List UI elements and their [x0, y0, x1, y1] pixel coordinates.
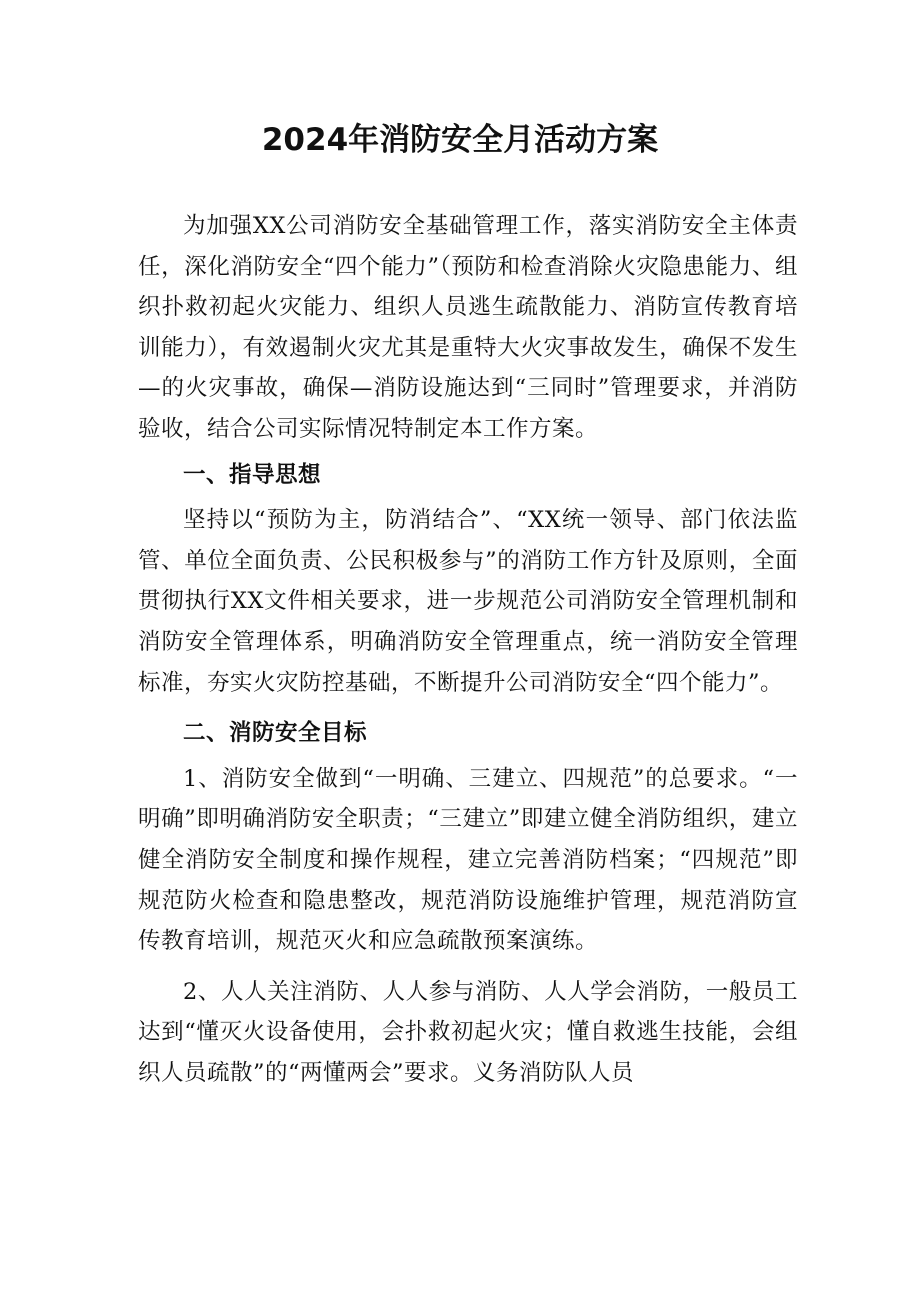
safety-goal-item-1: 1、消防安全做到“一明确、三建立、四规范”的总要求。“一明确”即明确消防安全职责；“三建立”即建立健全消防组织，建立健全消防安全制度和操作规程，建立完善消防档案；“四规范”即规范防火检查和隐患整改，规范消防设施维护管理，规范消防宣传教育培训，规范灭火和应急疏散预案演练。	[138, 765, 798, 955]
section-heading-guiding-thought: 一、指导思想	[183, 461, 322, 488]
guiding-thought-paragraph: 坚持以“预防为主，防消结合”、“XX统一领导、部门依法监管、单位全面负责、公民积极参与”的消防工作方针及原则，全面贯彻执行XX文件相关要求，进一步规范公司消防安全管理机制和消防安全管理体系，明确消防安全管理重点，统一消防安全管理标准，夯实火灾防控基础，不断提升公司消防安全“四个能力”。	[138, 507, 798, 696]
section-heading-safety-goals: 二、消防安全目标	[183, 720, 368, 747]
safety-goal-item-2: 2、人人关注消防、人人参与消防、人人学会消防，一般员工达到“懂灭火设备使用，会扑救初起火灾；懂自救逃生技能，会组织人员疏散”的“两懂两会”要求。义务消防队人员	[138, 978, 798, 1086]
document-body	[138, 206, 798, 1093]
document-title: 2024年消防安全月活动方案	[261, 122, 659, 158]
intro-paragraph: 为加强XX公司消防安全基础管理工作，落实消防安全主体责任，深化消防安全“四个能力”（预防和检查消除火灾隐患能力、组织扑救初起火灾能力、组织人员逃生疏散能力、消防宣传教育培训能力），有效遏制火灾尤其是重特大火灾事故发生，确保不发生—的火灾事故，确保—消防设施达到“三同时”管理要求，并消防验收，结合公司实际情况特制定本工作方案。	[138, 213, 798, 442]
